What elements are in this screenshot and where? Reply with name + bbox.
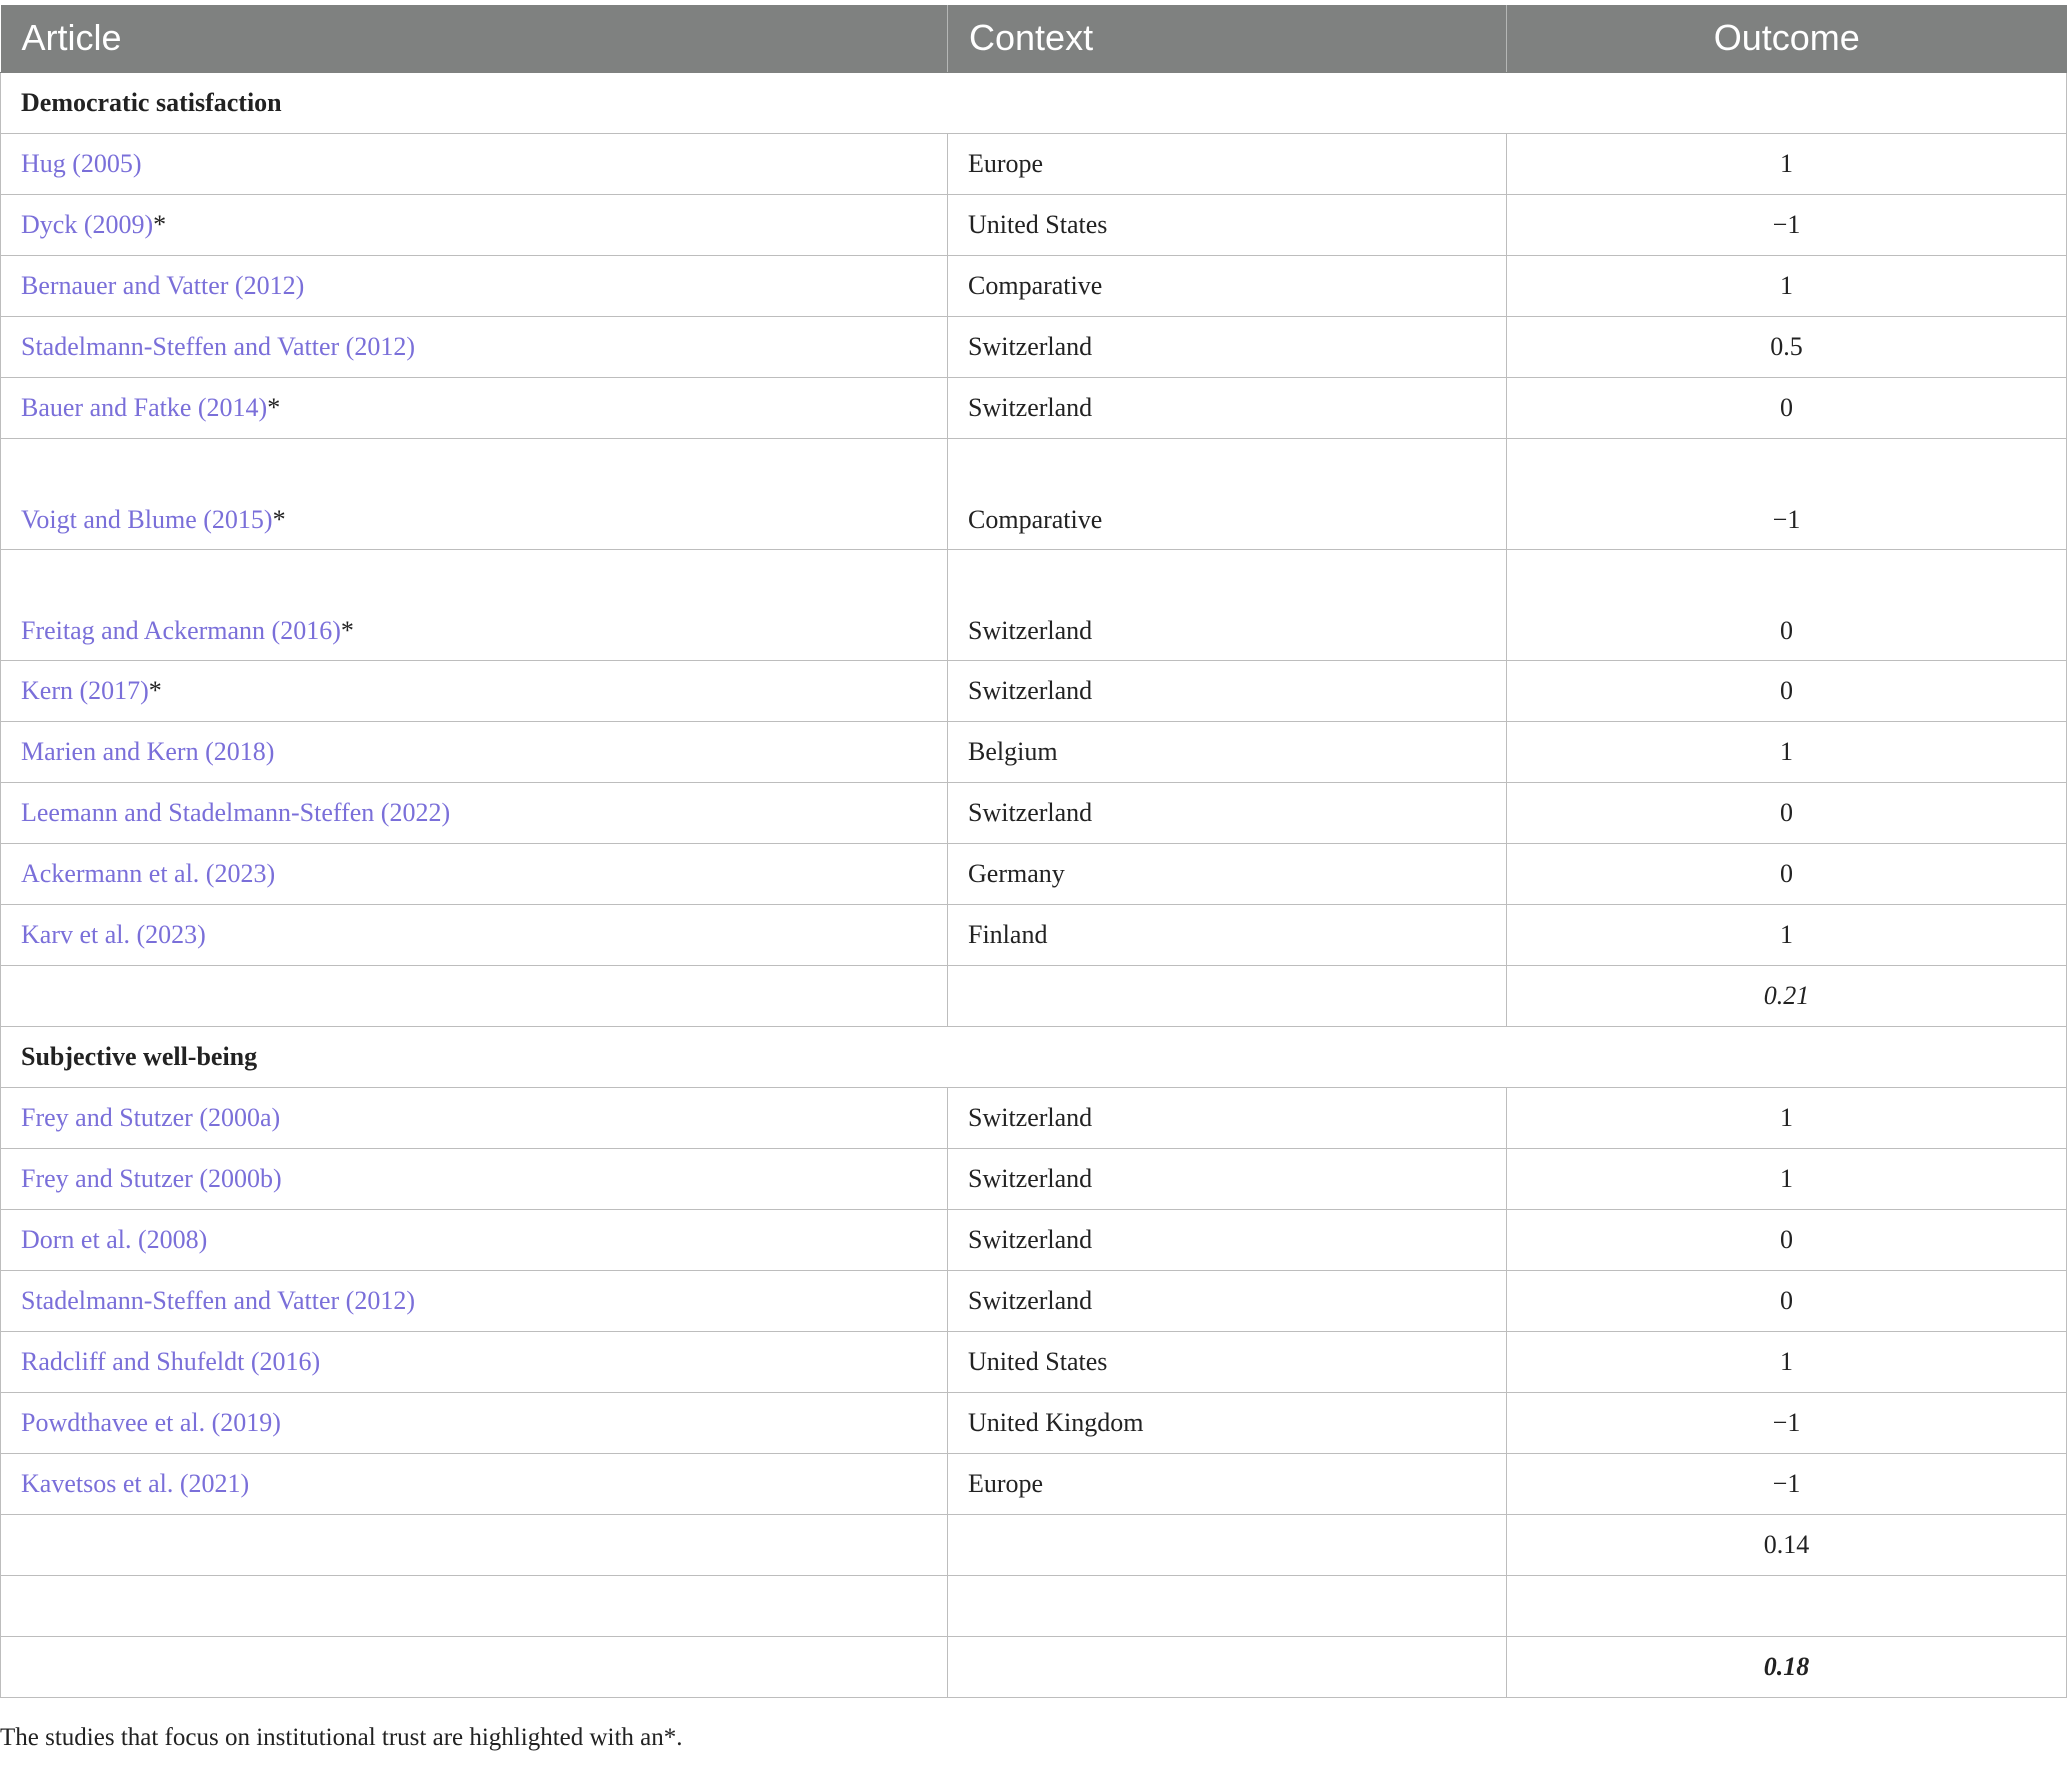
outcome-cell: −1 [1507,1453,2067,1514]
outcome-cell: 0 [1507,843,2067,904]
table-row [1,1331,2067,1392]
article-link[interactable]: Hug (2005) [21,148,142,178]
article-link[interactable]: Voigt and Blume (2015) [21,504,273,534]
article-link[interactable]: Marien and Kern (2018) [21,736,275,766]
table-row [1,660,2067,721]
article-link[interactable]: Kern (2017) [21,675,149,705]
trust-mark: * [272,504,286,534]
article-link[interactable]: Bernauer and Vatter (2012) [21,270,305,300]
trust-mark: * [148,675,162,705]
table-row [1,194,2067,255]
article-cell [1,1148,948,1209]
article-cell [1,549,948,660]
empty-cell [1,1636,948,1697]
article-link[interactable]: Freitag and Ackermann (2016) [21,615,341,645]
table-row [1,1453,2067,1514]
table-row [1,438,2067,549]
header-row [1,5,2067,72]
section-title: Subjective well-being [1,1026,2067,1087]
context-cell: Comparative [948,255,1507,316]
article-link[interactable]: Stadelmann-Steffen and Vatter (2012) [21,1285,415,1315]
section-average: 0.21 [1507,965,2067,1026]
context-cell: Belgium [948,721,1507,782]
context-cell: Switzerland [948,1087,1507,1148]
literature-table [0,5,2067,1698]
article-link[interactable]: Bauer and Fatke (2014) [21,392,268,422]
context-cell: Switzerland [948,377,1507,438]
table-row [1,1209,2067,1270]
article-link[interactable]: Powdthavee et al. (2019) [21,1407,281,1437]
article-cell [1,721,948,782]
outcome-cell: 0.5 [1507,316,2067,377]
article-cell [1,782,948,843]
article-cell [1,1331,948,1392]
empty-cell [948,1575,1507,1636]
empty-cell [948,1636,1507,1697]
outcome-cell: 1 [1507,255,2067,316]
outcome-cell: 0 [1507,549,2067,660]
article-cell [1,843,948,904]
article-cell [1,194,948,255]
context-cell: Europe [948,133,1507,194]
empty-cell [1,965,948,1026]
table-row [1,721,2067,782]
section-average: 0.14 [1507,1514,2067,1575]
article-link[interactable]: Kavetsos et al. (2021) [21,1468,250,1498]
article-link[interactable]: Ackermann et al. (2023) [21,858,276,888]
average-row [1,965,2067,1026]
article-cell [1,660,948,721]
table-row [1,255,2067,316]
outcome-cell: 0 [1507,1209,2067,1270]
outcome-cell: −1 [1507,194,2067,255]
outcome-cell: −1 [1507,438,2067,549]
table-row [1,1392,2067,1453]
context-cell: Switzerland [948,1270,1507,1331]
context-cell: United States [948,1331,1507,1392]
outcome-cell: −1 [1507,1392,2067,1453]
context-cell: Germany [948,843,1507,904]
context-cell: Switzerland [948,316,1507,377]
article-cell [1,1087,948,1148]
outcome-cell: 1 [1507,1087,2067,1148]
header-context: Context [948,5,1507,72]
table-row [1,133,2067,194]
article-cell [1,255,948,316]
context-cell: Finland [948,904,1507,965]
trust-mark: * [267,392,281,422]
article-link[interactable]: Frey and Stutzer (2000b) [21,1163,282,1193]
article-cell [1,1209,948,1270]
outcome-cell: 0 [1507,1270,2067,1331]
article-cell [1,438,948,549]
article-link[interactable]: Frey and Stutzer (2000a) [21,1102,281,1132]
article-cell [1,1392,948,1453]
table-row [1,1087,2067,1148]
outcome-cell: 1 [1507,1148,2067,1209]
table-row [1,549,2067,660]
article-link[interactable]: Dorn et al. (2008) [21,1224,208,1254]
article-cell [1,1453,948,1514]
context-cell: Switzerland [948,549,1507,660]
article-link[interactable]: Dyck (2009) [21,209,154,239]
header-outcome: Outcome [1507,5,2067,72]
article-link[interactable]: Karv et al. (2023) [21,919,206,949]
article-link[interactable]: Radcliff and Shufeldt (2016) [21,1346,321,1376]
table-row [1,782,2067,843]
overall-average: 0.18 [1507,1636,2067,1697]
section-title: Democratic satisfaction [1,72,2067,133]
article-cell [1,1270,948,1331]
section-header-subjective-well-being [1,1026,2067,1087]
outcome-cell: 1 [1507,133,2067,194]
article-cell [1,133,948,194]
table-row [1,904,2067,965]
article-link[interactable]: Stadelmann-Steffen and Vatter (2012) [21,331,415,361]
table-row [1,843,2067,904]
table-row [1,1148,2067,1209]
context-cell: Europe [948,1453,1507,1514]
table-row [1,377,2067,438]
context-cell: Comparative [948,438,1507,549]
article-cell [1,316,948,377]
section-header-democratic-satisfaction [1,72,2067,133]
outcome-cell: 1 [1507,721,2067,782]
context-cell: Switzerland [948,1148,1507,1209]
context-cell: Switzerland [948,1209,1507,1270]
trust-mark: * [340,615,354,645]
spacer-row [1,1575,2067,1636]
article-cell [1,377,948,438]
overall-average-row [1,1636,2067,1697]
context-cell: Switzerland [948,782,1507,843]
empty-cell [1507,1575,2067,1636]
header-article: Article [1,5,948,72]
table-row [1,316,2067,377]
empty-cell [1,1514,948,1575]
average-row [1,1514,2067,1575]
outcome-cell: 0 [1507,377,2067,438]
table-footnote: The studies that focus on institutional trust are highlighted with an*. [0,1724,683,1751]
empty-cell [948,1514,1507,1575]
context-cell: Switzerland [948,660,1507,721]
outcome-cell: 0 [1507,660,2067,721]
outcome-cell: 1 [1507,1331,2067,1392]
outcome-cell: 0 [1507,782,2067,843]
context-cell: United Kingdom [948,1392,1507,1453]
table-row [1,1270,2067,1331]
outcome-cell: 1 [1507,904,2067,965]
empty-cell [1,1575,948,1636]
article-cell [1,904,948,965]
context-cell: United States [948,194,1507,255]
empty-cell [948,965,1507,1026]
article-link[interactable]: Leemann and Stadelmann-Steffen (2022) [21,797,451,827]
trust-mark: * [153,209,167,239]
